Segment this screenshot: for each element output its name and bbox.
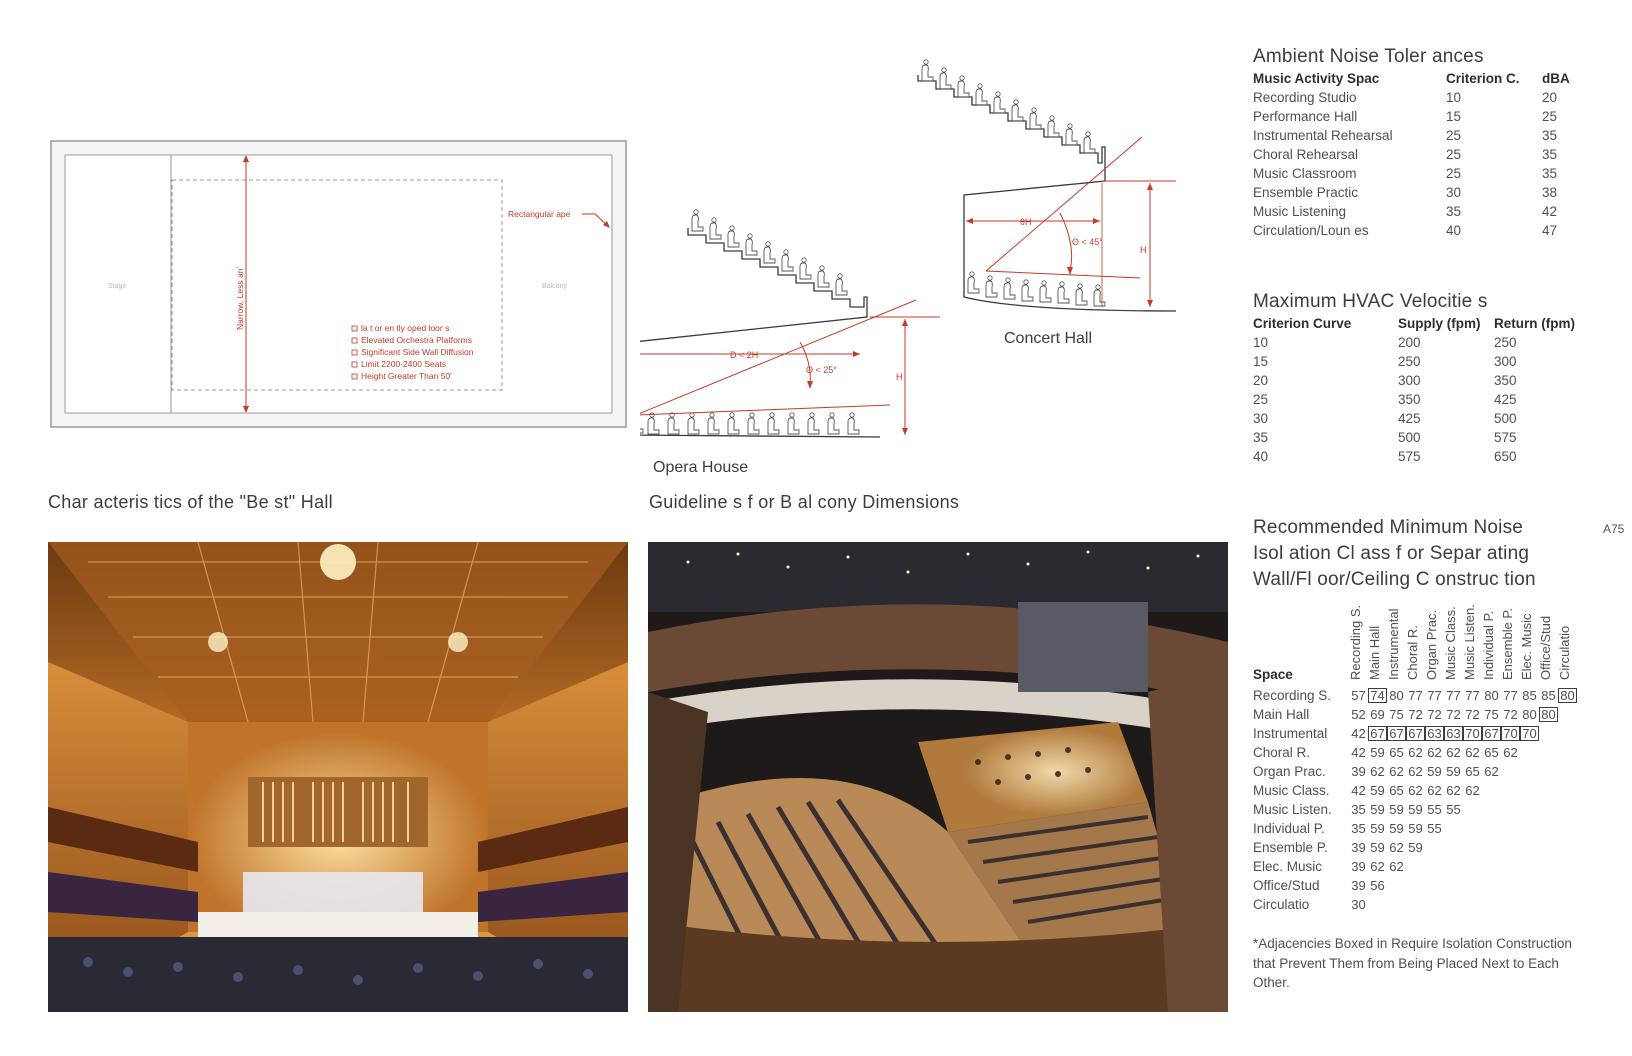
cell: 300 <box>1494 354 1517 369</box>
cell: 200 <box>1398 335 1421 350</box>
matrix-row <box>1253 705 1577 724</box>
cell: 62 <box>1389 859 1404 874</box>
cell: 55 <box>1427 821 1442 836</box>
cell: 25 <box>1446 166 1462 181</box>
hvac-table-title: Maximum HVAC Velocitie s <box>1253 291 1488 312</box>
row-space: Elec. Music <box>1253 859 1323 874</box>
matrix-row <box>1253 838 1577 857</box>
matrix-row <box>1253 857 1577 876</box>
cell: 57 <box>1351 688 1366 703</box>
matrix-row <box>1253 895 1577 914</box>
col-header: Criterion Curve <box>1253 316 1352 331</box>
col-header: Music Class. <box>1443 606 1458 680</box>
matrix-row <box>1253 876 1577 895</box>
cell: 67 <box>1368 726 1387 741</box>
isolation-title-line: Isol ation Cl ass f or Separ ating <box>1253 543 1530 564</box>
cell: 30 <box>1253 411 1269 426</box>
row-space: Music Listen. <box>1253 802 1332 817</box>
cell: 72 <box>1408 707 1423 722</box>
cell: 35 <box>1253 430 1269 445</box>
cell: 67 <box>1482 726 1501 741</box>
balcony-dimension-diagram <box>640 45 1230 465</box>
matrix-row <box>1253 819 1577 838</box>
plan-feature: Height Greater Than 50' <box>361 371 452 381</box>
cell: 63 <box>1425 726 1444 741</box>
cell: 350 <box>1494 373 1517 388</box>
table-row <box>1253 352 1594 371</box>
cell: 62 <box>1427 783 1442 798</box>
noise-table-header <box>1253 69 1592 88</box>
cell: 59 <box>1370 821 1385 836</box>
cell: 67 <box>1387 726 1406 741</box>
cell: 62 <box>1408 764 1423 779</box>
page-number: A75 <box>1603 522 1625 536</box>
cell: 80 <box>1522 707 1537 722</box>
table-row <box>1253 409 1594 428</box>
cell: 56 <box>1370 878 1385 893</box>
col-header: dBA <box>1542 71 1570 86</box>
cell: Performance Hall <box>1253 109 1358 124</box>
cell: 77 <box>1465 688 1480 703</box>
cell: 59 <box>1408 821 1423 836</box>
row-space: Individual P. <box>1253 821 1325 836</box>
cell: 38 <box>1542 185 1558 200</box>
cell: 80 <box>1539 707 1558 722</box>
best-hall-caption: Char acteris tics of the "Be st" Hall <box>48 492 333 512</box>
cell: 62 <box>1484 764 1499 779</box>
plan-feature: Significant Side Wall Diffusion <box>361 347 474 357</box>
cell: 650 <box>1494 449 1517 464</box>
cell: 39 <box>1351 859 1366 874</box>
cell: 250 <box>1494 335 1517 350</box>
stage-label: Stage <box>108 283 127 290</box>
cell: 425 <box>1398 411 1421 426</box>
cell: 62 <box>1446 745 1461 760</box>
col-header: Individual P. <box>1481 610 1496 680</box>
cell: 72 <box>1503 707 1518 722</box>
width-note: Narrow, Less an` <box>235 265 245 330</box>
cell: 77 <box>1503 688 1518 703</box>
cell: 42 <box>1351 745 1366 760</box>
cell: 62 <box>1370 764 1385 779</box>
opera-depth-label: D < 2H <box>730 350 759 360</box>
opera-angle-label: Θ < 25° <box>806 365 837 375</box>
col-header: Elec. Music <box>1519 613 1534 680</box>
cell: 62 <box>1465 783 1480 798</box>
cell: 62 <box>1503 745 1518 760</box>
row-space: Office/Stud <box>1253 878 1320 893</box>
opera-house-label: Opera House <box>653 459 749 476</box>
cell: 59 <box>1408 840 1423 855</box>
cell: 80 <box>1558 688 1577 703</box>
concert-depth-label: θH <box>1020 217 1032 227</box>
cell: 35 <box>1351 821 1366 836</box>
col-header: Instrumental <box>1386 608 1401 680</box>
concert-hall-section <box>918 60 1176 311</box>
cell: 67 <box>1406 726 1425 741</box>
cell: 62 <box>1389 764 1404 779</box>
cell: 425 <box>1494 392 1517 407</box>
concert-height-label: H <box>1140 245 1147 255</box>
row-space: Choral R. <box>1253 745 1311 760</box>
cell: 35 <box>1542 166 1558 181</box>
cell: 25 <box>1542 109 1558 124</box>
cell: 77 <box>1446 688 1461 703</box>
hvac-table-header <box>1253 314 1594 333</box>
cell: 80 <box>1484 688 1499 703</box>
cell: Circulation/Loun es <box>1253 223 1369 238</box>
plan-feature: la t or en tly oped loor s <box>361 323 450 333</box>
col-header: Supply (fpm) <box>1398 316 1481 331</box>
cell: 20 <box>1253 373 1269 388</box>
col-header: Criterion C. <box>1446 71 1520 86</box>
cell: 59 <box>1408 802 1423 817</box>
balcony-label: Balcony <box>542 283 567 290</box>
matrix-row <box>1253 800 1577 819</box>
cell: 74 <box>1368 688 1387 703</box>
table-row <box>1253 183 1592 202</box>
cell: 70 <box>1520 726 1539 741</box>
concert-angle-label: Θ < 45° <box>1072 237 1103 247</box>
cell: 15 <box>1446 109 1462 124</box>
table-row <box>1253 164 1592 183</box>
cell: 62 <box>1465 745 1480 760</box>
noise-table <box>1253 69 1592 240</box>
table-row <box>1253 88 1592 107</box>
cell: 59 <box>1370 840 1385 855</box>
symphony-hall-photo <box>48 542 628 1012</box>
cell: 20 <box>1542 90 1558 105</box>
opera-height-label: H <box>896 372 903 382</box>
cell: 42 <box>1542 204 1558 219</box>
isolation-title-line: Wall/Fl oor/Ceiling C onstruc tion <box>1253 569 1536 590</box>
col-header: Return (fpm) <box>1494 316 1575 331</box>
table-row <box>1253 428 1594 447</box>
matrix-row <box>1253 743 1577 762</box>
cell: 35 <box>1446 204 1462 219</box>
table-row <box>1253 333 1594 352</box>
row-space: Instrumental <box>1253 726 1328 741</box>
cell: 30 <box>1351 897 1366 912</box>
matrix-row <box>1253 762 1577 781</box>
concert-hall-photo <box>648 542 1228 1012</box>
best-hall-plan-diagram <box>50 140 628 430</box>
isolation-note: *Adjacencies Boxed in Require Isolation Construction that Prevent Them from Being Placed Next to Each Other. <box>1253 936 1572 990</box>
cell: Ensemble Practic <box>1253 185 1359 200</box>
cell: Recording Studio <box>1253 90 1357 105</box>
cell: 62 <box>1408 783 1423 798</box>
space-header: Space <box>1253 667 1293 682</box>
hvac-table <box>1253 314 1594 466</box>
isolation-matrix <box>1253 686 1577 914</box>
cell: 62 <box>1370 859 1385 874</box>
cell: 59 <box>1446 764 1461 779</box>
cell: 35 <box>1351 802 1366 817</box>
table-row <box>1253 221 1592 240</box>
cell: 72 <box>1446 707 1461 722</box>
cell: 62 <box>1389 840 1404 855</box>
cell: 65 <box>1465 764 1480 779</box>
cell: 77 <box>1408 688 1423 703</box>
cell: 25 <box>1253 392 1269 407</box>
matrix-row <box>1253 781 1577 800</box>
cell: 59 <box>1427 764 1442 779</box>
cell: 59 <box>1389 802 1404 817</box>
cell: 69 <box>1370 707 1385 722</box>
table-row <box>1253 202 1592 221</box>
cell: 65 <box>1389 745 1404 760</box>
cell: 40 <box>1253 449 1269 464</box>
row-space: Ensemble P. <box>1253 840 1328 855</box>
cell: 75 <box>1389 707 1404 722</box>
plan-feature: Limit 2200-2400 Seats <box>361 359 447 369</box>
col-header: Main Hall <box>1367 625 1382 680</box>
cell: 55 <box>1446 802 1461 817</box>
cell: 80 <box>1389 688 1404 703</box>
cell: 500 <box>1398 430 1421 445</box>
cell: 30 <box>1446 185 1462 200</box>
opera-house-section <box>640 210 940 437</box>
cell: 55 <box>1427 802 1442 817</box>
cell: 62 <box>1427 745 1442 760</box>
cell: 52 <box>1351 707 1366 722</box>
table-row <box>1253 126 1592 145</box>
cell: 575 <box>1398 449 1421 464</box>
cell: 70 <box>1463 726 1482 741</box>
cell: 250 <box>1398 354 1421 369</box>
cell: 350 <box>1398 392 1421 407</box>
balcony-caption: Guideline s f or B al cony Dimensions <box>649 492 960 512</box>
cell: Instrumental Rehearsal <box>1253 128 1393 143</box>
cell: 500 <box>1494 411 1517 426</box>
col-header: Recording S. <box>1348 604 1363 680</box>
cell: 15 <box>1253 354 1269 369</box>
cell: 40 <box>1446 223 1462 238</box>
cell: 59 <box>1370 745 1385 760</box>
cell: 77 <box>1427 688 1442 703</box>
cell: 575 <box>1494 430 1517 445</box>
cell: 25 <box>1446 147 1462 162</box>
cell: 59 <box>1389 821 1404 836</box>
cell: 35 <box>1542 147 1558 162</box>
table-row <box>1253 107 1592 126</box>
col-header: Circulatio <box>1557 625 1572 680</box>
cell: 42 <box>1351 783 1366 798</box>
cell: 39 <box>1351 878 1366 893</box>
noise-table-title: Ambient Noise Toler ances <box>1253 46 1484 67</box>
cell: 62 <box>1446 783 1461 798</box>
col-header: Office/Stud <box>1538 615 1553 680</box>
matrix-row <box>1253 724 1577 743</box>
cell: 63 <box>1444 726 1463 741</box>
cell: 70 <box>1501 726 1520 741</box>
cell: 300 <box>1398 373 1421 388</box>
concert-hall-label: Concert Hall <box>1004 330 1093 347</box>
cell: 59 <box>1370 783 1385 798</box>
shape-note: Rectangular ape <box>508 209 571 219</box>
cell: 72 <box>1427 707 1442 722</box>
cell: Music Classroom <box>1253 166 1357 181</box>
cell: 85 <box>1522 688 1537 703</box>
col-header: Ensemble P. <box>1500 607 1515 680</box>
table-row <box>1253 145 1592 164</box>
cell: 10 <box>1446 90 1462 105</box>
col-header: Music Listen. <box>1462 604 1477 680</box>
row-space: Recording S. <box>1253 688 1332 703</box>
cell: 10 <box>1253 335 1269 350</box>
col-header: Music Activity Spac <box>1253 71 1380 86</box>
cell: 39 <box>1351 764 1366 779</box>
isolation-column-headers <box>1349 594 1589 680</box>
cell: 35 <box>1542 128 1558 143</box>
plan-feature: Elevated Orchestra Platforms <box>361 335 473 345</box>
matrix-row <box>1253 686 1577 705</box>
table-row <box>1253 447 1594 466</box>
cell: 62 <box>1408 745 1423 760</box>
cell: Choral Rehearsal <box>1253 147 1359 162</box>
cell: 25 <box>1446 128 1462 143</box>
row-space: Music Class. <box>1253 783 1330 798</box>
col-header: Organ Prac. <box>1424 609 1439 680</box>
isolation-title <box>1253 515 1536 593</box>
row-space: Main Hall <box>1253 707 1310 722</box>
cell: 65 <box>1484 745 1499 760</box>
col-header: Choral R. <box>1405 625 1420 680</box>
cell: 72 <box>1465 707 1480 722</box>
cell: 39 <box>1351 840 1366 855</box>
table-row <box>1253 390 1594 409</box>
isolation-title-line: Recommended Minimum Noise <box>1253 517 1524 538</box>
cell: 75 <box>1484 707 1499 722</box>
row-space: Circulatio <box>1253 897 1310 912</box>
table-row <box>1253 371 1594 390</box>
cell: 85 <box>1541 688 1556 703</box>
cell: Music Listening <box>1253 204 1347 219</box>
cell: 42 <box>1351 726 1366 741</box>
cell: 59 <box>1370 802 1385 817</box>
cell: 47 <box>1542 223 1558 238</box>
cell: 65 <box>1389 783 1404 798</box>
row-space: Organ Prac. <box>1253 764 1326 779</box>
